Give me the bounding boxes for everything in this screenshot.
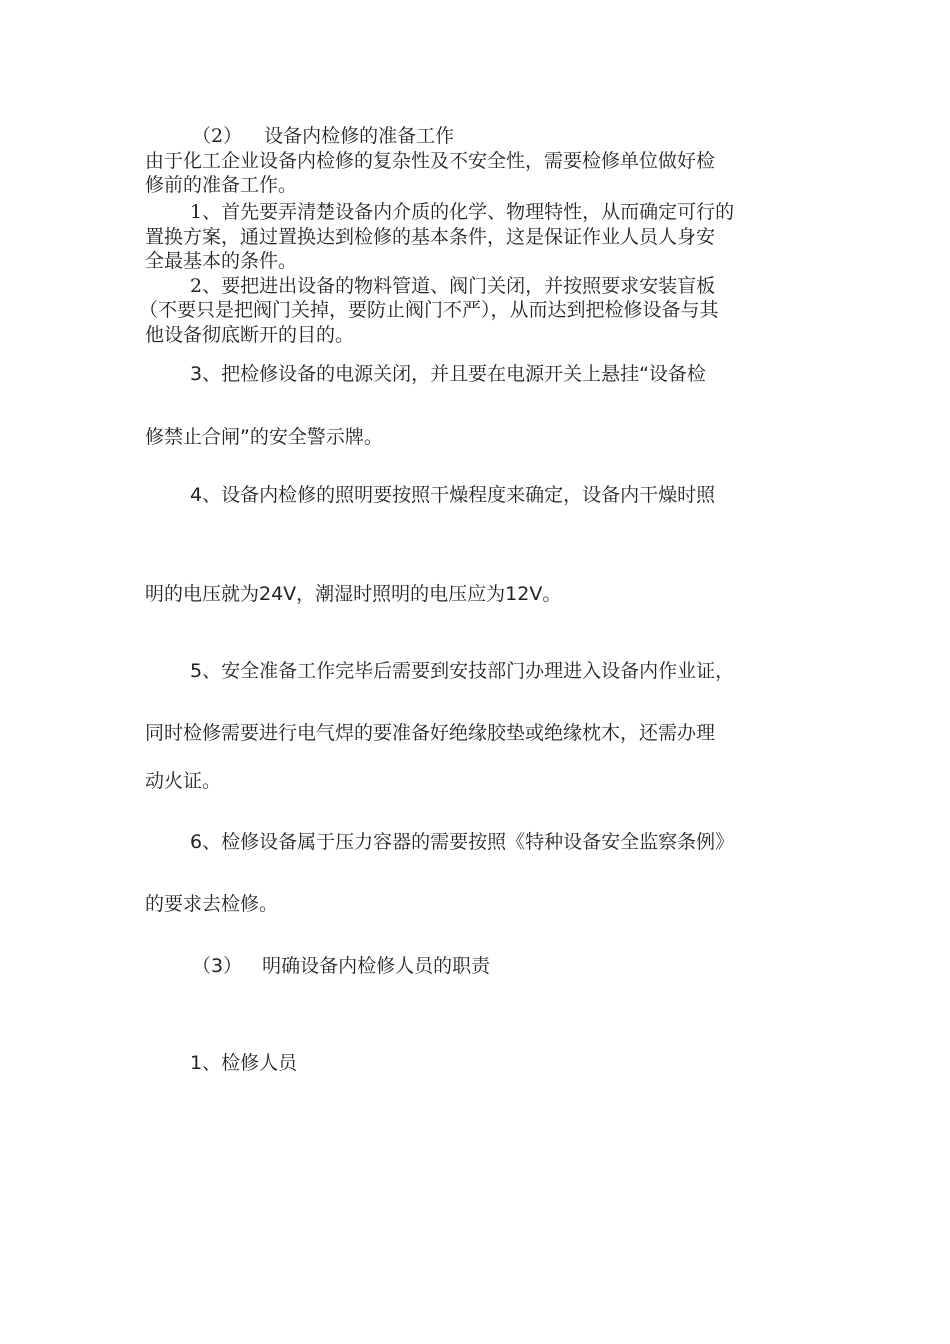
item-3-line-2: 修禁止合闸”的安全警示牌。 — [145, 426, 383, 448]
item-5-line-2: 同时检修需要进行电气焊的要准备好绝缘胶垫或绝缘枕木，还需办理 — [145, 722, 716, 744]
item-1-line-3: 全最基本的条件。 — [145, 250, 298, 272]
item-6-line-1: 6、检修设备属于压力容器的需要按照《特种设备安全监察条例》 — [190, 831, 735, 853]
item-1-line-1: 1、首先要弄清楚设备内介质的化学、物理特性，从而确定可行的 — [190, 201, 735, 223]
section-2-heading — [192, 124, 454, 148]
section-3-heading — [192, 953, 490, 979]
item-6-line-2: 的要求去检修。 — [145, 893, 279, 915]
item-1-line-2: 置换方案，通过置换达到检修的基本条件，这是保证作业人员人身安 — [145, 226, 716, 248]
item-3-line-1: 3、把检修设备的电源关闭，并且要在电源开关上悬挂“设备检 — [190, 363, 706, 385]
section-2-number: （2） — [192, 125, 243, 147]
item-4-line-2: 明的电压就为24V，潮湿时照明的电压应为12V。 — [145, 583, 562, 605]
item-4-line-1: 4、设备内检修的照明要按照干燥程度来确定，设备内干燥时照 — [190, 484, 716, 506]
item-5-line-3: 动火证。 — [145, 770, 222, 792]
intro-line-1: 由于化工企业设备内检修的复杂性及不安全性，需要检修单位做好检 — [145, 150, 716, 172]
section-3-title: 明确设备内检修人员的职责 — [262, 955, 491, 977]
section-2-title: 设备内检修的准备工作 — [264, 125, 455, 147]
item-2-line-3: 他设备彻底断开的目的。 — [145, 324, 355, 346]
item-2-line-2: （不要只是把阀门关掉，要防止阀门不严），从而达到把检修设备与其 — [139, 299, 719, 321]
intro-line-2: 修前的准备工作。 — [145, 174, 298, 196]
item-2-line-1: 2、要把进出设备的物料管道、阀门关闭，并按照要求安装盲板 — [190, 275, 716, 297]
section-3-number: （3） — [192, 955, 243, 977]
item-5-line-1: 5、安全准备工作完毕后需要到安技部门办理进入设备内作业证， — [190, 660, 735, 682]
section-3-item-1: 1、检修人员 — [190, 1052, 298, 1074]
